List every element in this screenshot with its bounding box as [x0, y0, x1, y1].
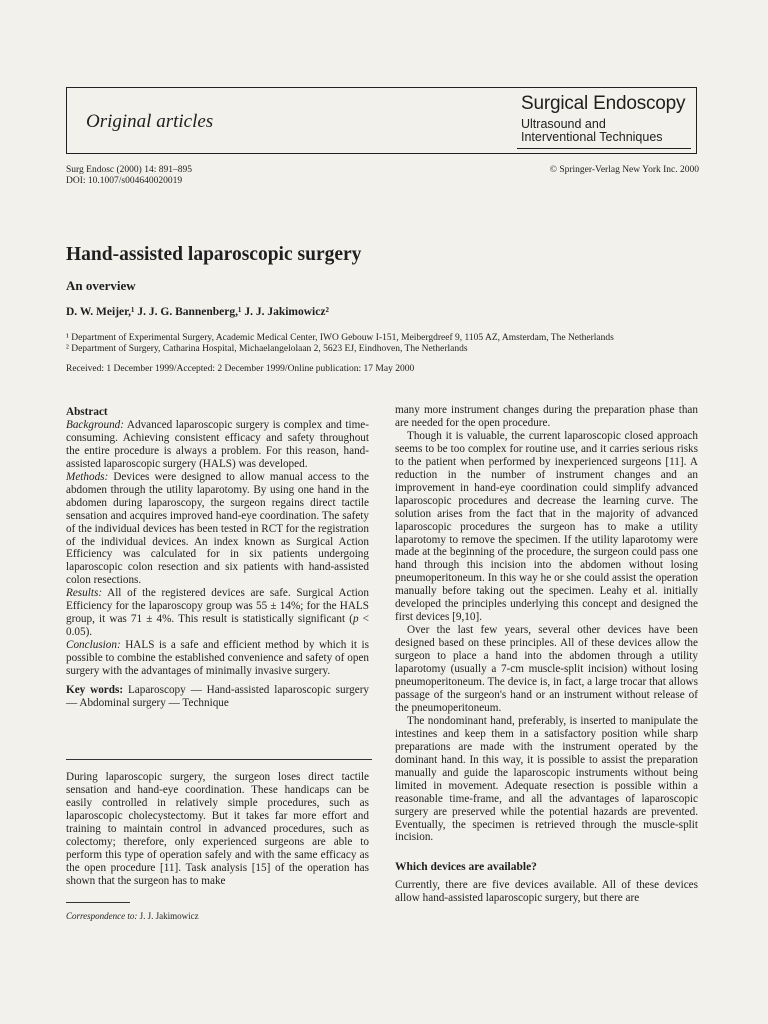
- results-p: p: [352, 613, 359, 626]
- journal-subtitle-1: Ultrasound and: [521, 117, 606, 131]
- section-heading-devices: Which devices are available?: [395, 861, 537, 874]
- right-column: [395, 404, 698, 905]
- results-text-1: All of the registered devices are safe. Surgical Action Efficiency for the laparoscopy group was 55 ± 14%; for the HALS group, it was 71 ± 4%. This result is statistically significant (: [66, 587, 369, 626]
- doi: DOI: 10.1007/s004640020019: [66, 176, 183, 186]
- affiliation-2: ² Department of Surgery, Catharina Hospital, Michaelangelolaan 2, 5623 EJ, Eindhoven, The Netherlands: [66, 344, 468, 354]
- author-list: D. W. Meijer,¹ J. J. G. Bannenberg,¹ J. J. Jakimowicz²: [66, 306, 329, 318]
- article-title: Hand-assisted laparoscopic surgery: [66, 244, 362, 265]
- journal-title-rule: [517, 148, 691, 149]
- correspondence-note: [66, 911, 199, 921]
- keywords-label: Key words:: [66, 684, 124, 697]
- correspondence-label: Correspondence to:: [66, 911, 138, 921]
- methods-label: Methods:: [66, 470, 109, 483]
- copyright: © Springer-Verlag New York Inc. 2000: [549, 165, 699, 175]
- conclusion-text: HALS is a safe and efficient method by which it is possible to combine the established convenience and safety of open surgery with the advantages of minimally invasive surgery.: [66, 639, 369, 678]
- right-paragraph-5: Currently, there are five devices available. All of these devices allow hand-assisted laparoscopic surgery, but there are: [395, 879, 698, 905]
- keywords: [66, 684, 369, 710]
- keywords-text: Laparoscopy — Hand-assisted laparoscopic surgery — Abdominal surgery — Technique: [66, 684, 370, 709]
- abstract-results: [66, 587, 369, 639]
- section-title: Original articles: [86, 111, 214, 132]
- affiliation-1: ¹ Department of Experimental Surgery, Academic Medical Center, IWO Gebouw I-151, Meibergdreef 9, 1105 AZ, Amsterdam, The Netherlands: [66, 333, 614, 343]
- journal-subtitle-2: Interventional Techniques: [521, 130, 663, 144]
- abstract-heading: Abstract: [66, 406, 108, 418]
- journal-title: Surgical Endoscopy: [521, 93, 686, 114]
- abstract-conclusion: [66, 639, 369, 678]
- article-subtitle: An overview: [66, 278, 136, 293]
- right-paragraph-1: many more instrument changes during the preparation phase than are needed for the open procedure.: [395, 404, 698, 429]
- correspondence-name: J. J. Jakimowicz: [137, 911, 199, 921]
- left-column: [66, 406, 369, 710]
- results-label: Results:: [66, 587, 103, 600]
- abstract-methods: [66, 471, 369, 588]
- results-text-2: < 0.05).: [66, 613, 369, 639]
- received-dates: Received: 1 December 1999/Accepted: 2 December 1999/Online publication: 17 May 2000: [66, 364, 415, 374]
- right-paragraph-3: Over the last few years, several other devices have been designed based on these principles. All of these devices allow the surgeon to place a hand into the abdomen through a utility laparotomy (usually a 7-cm muscle-split incision) without losing pneumoperitoneum. The device is, in fact, a large trocar that allows passage of the surgeon's hand or an instrument without release of the pneumoperitoneum.: [395, 624, 698, 714]
- background-label: Background:: [66, 418, 124, 431]
- background-text: Advanced laparoscopic surgery is complex and time-consuming. Achieving consistent efficacy and safety throughout the entire procedure is always a problem. For this reason, hand-assisted laparoscopic surgery (HALS) was developed.: [66, 418, 369, 470]
- right-paragraph-4: The nondominant hand, preferably, is inserted to manipulate the intestines and keep them in a satisfactory position while sharp preparations are made with the instrument operated by the dominant hand. In this way, it is possible to assist the preparation manually and guide the laparoscopic instruments without being limited in movement. Adequate resection is possible within a reasonable time-frame, and all the advantages of laparoscopic surgery are preserved while the potential hazards are prevented. Eventually, the specimen is retrieved through the muscle-split incision.: [395, 714, 698, 844]
- right-paragraph-2: Though it is valuable, the current laparoscopic closed approach seems to be too complex for routine use, and it carries serious risks to the patient when performed by inexperienced surgeons [11]. A reduction in the number of instrument changes and an improvement in hand-eye coordination could simplify advanced laparoscopic procedures and decrease the learning curve. The solution arises from the fact that in the majority of advanced laparoscopic procedures the surgeon has to make a utility laparotomy to remove the specimen. If the utility laparotomy were made at the beginning of the procedure, the surgeon could pass one hand through this incision into the abdomen without losing pneumoperitoneum. In this way he or she could assist the operation manually before taking out the specimen. Leahy et al. initially developed the principles underlying this concept and designed the first devices [9,10].: [395, 429, 698, 624]
- citation: Surg Endosc (2000) 14: 891–895: [66, 165, 192, 175]
- conclusion-label: Conclusion:: [66, 639, 121, 652]
- abstract-background: [66, 419, 369, 471]
- footnote-divider: [66, 902, 130, 903]
- methods-text: Devices were designed to allow manual access to the abdomen through the utility laparotomy. By using one hand in the abdomen during laparoscopy, the surgeon regains direct tactile sensation and acquires improved hand-eye coordination. The safety of the individual devices has been tested in RCT for the registration of the individual devices. An index known as Surgical Action Efficiency was calculated for in six patients undergoing laparoscopic colon resection and six patients with hand-assisted colon resections.: [66, 470, 369, 587]
- intro-paragraph: During laparoscopic surgery, the surgeon loses direct tactile sensation and hand-eye coordination. These handicaps can be easily controlled in relatively simple procedures, such as laparoscopic cholecystectomy. But it takes far more effort and training to maintain control in advanced procedures, such as colectomy; therefore, only experienced surgeons are able to perform this type of operation safely and with the same efficacy as the open procedure [11]. Task analysis [15] of the operation has shown that the surgeon has to make: [66, 771, 369, 887]
- abstract-divider: [66, 759, 372, 760]
